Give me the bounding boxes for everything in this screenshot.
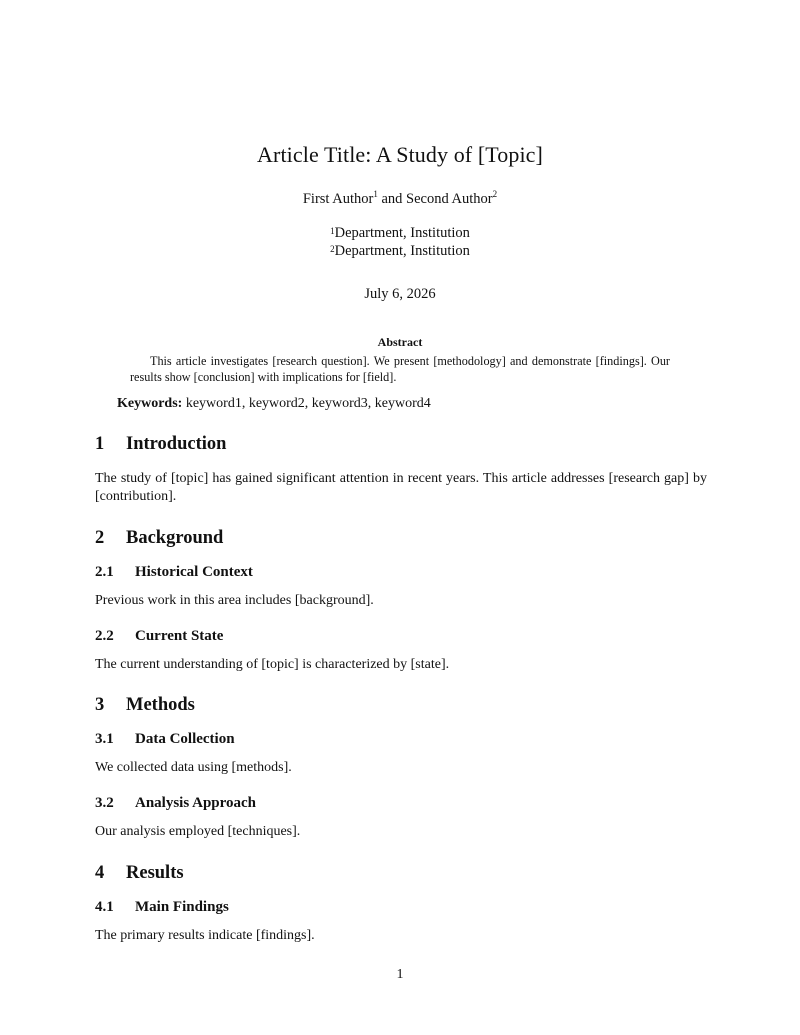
affiliation-2 <box>0 242 800 260</box>
analysis-approach-paragraph: Our analysis employed [techniques]. <box>95 824 301 839</box>
subsection-title: Current State <box>135 628 224 644</box>
first-author-mark: 1 <box>373 189 378 199</box>
keywords-line <box>117 396 431 412</box>
section-heading-background <box>95 528 223 549</box>
section-number: 1 <box>95 434 105 454</box>
paper-date: July 6, 2026 <box>364 286 436 302</box>
affiliations <box>0 224 800 260</box>
data-collection-paragraph: We collected data using [methods]. <box>95 760 292 775</box>
subsection-heading-current-state <box>95 628 223 645</box>
section-number: 4 <box>95 863 105 883</box>
current-state-paragraph: The current understanding of [topic] is characterized by [state]. <box>95 657 450 672</box>
historical-context-paragraph: Previous work in this area includes [background]. <box>95 593 374 608</box>
author-conjunction: and <box>381 191 403 207</box>
affiliation-mark: 2 <box>330 244 335 254</box>
subsection-heading-data-collection <box>95 731 235 748</box>
affiliation-1 <box>0 224 800 242</box>
paper-title: Article Title: A Study of [Topic] <box>257 142 543 167</box>
main-findings-paragraph: The primary results indicate [findings]. <box>95 928 315 943</box>
subsection-number: 4.1 <box>95 899 114 915</box>
keywords-text: keyword1, keyword2, keyword3, keyword4 <box>185 396 431 411</box>
subsection-number: 2.1 <box>95 564 114 580</box>
subsection-title: Analysis Approach <box>135 795 257 811</box>
subsection-title: Main Findings <box>135 899 229 915</box>
section-title: Results <box>126 863 184 883</box>
section-heading-methods <box>95 695 195 716</box>
section-heading-results <box>95 863 184 884</box>
subsection-title: Data Collection <box>135 731 235 747</box>
affiliation-mark: 1 <box>330 226 335 236</box>
subsection-number: 3.1 <box>95 731 114 747</box>
abstract-heading: Abstract <box>377 335 423 349</box>
subsection-number: 2.2 <box>95 628 114 644</box>
section-number: 3 <box>95 695 105 715</box>
introduction-paragraph: The study of [topic] has gained significant attention in recent years. This article addresses [research gap] by [contribution]. <box>95 471 707 504</box>
section-title: Methods <box>126 695 195 715</box>
section-number: 2 <box>95 528 105 548</box>
subsection-heading-historical-context <box>95 564 253 581</box>
author-line <box>0 191 800 208</box>
subsection-title: Historical Context <box>135 564 253 580</box>
affiliation-text: Department, Institution <box>334 243 470 259</box>
subsection-heading-main-findings <box>95 899 229 916</box>
subsection-number: 3.2 <box>95 795 114 811</box>
section-title: Background <box>126 528 224 548</box>
section-heading-introduction <box>95 434 226 455</box>
section-title: Introduction <box>126 434 227 454</box>
subsection-heading-analysis-approach <box>95 795 256 812</box>
keywords-label: Keywords: <box>117 396 183 411</box>
first-author: First Author <box>302 191 374 207</box>
second-author: Second Author <box>406 191 493 207</box>
abstract-body: This article investigates [research question]. We present [methodology] and demonstrate [findings]. Our results show [conclusion] with implications for [field]. <box>130 354 670 384</box>
page-number: 1 <box>396 967 404 982</box>
second-author-mark: 2 <box>492 189 498 199</box>
affiliation-text: Department, Institution <box>334 225 470 241</box>
